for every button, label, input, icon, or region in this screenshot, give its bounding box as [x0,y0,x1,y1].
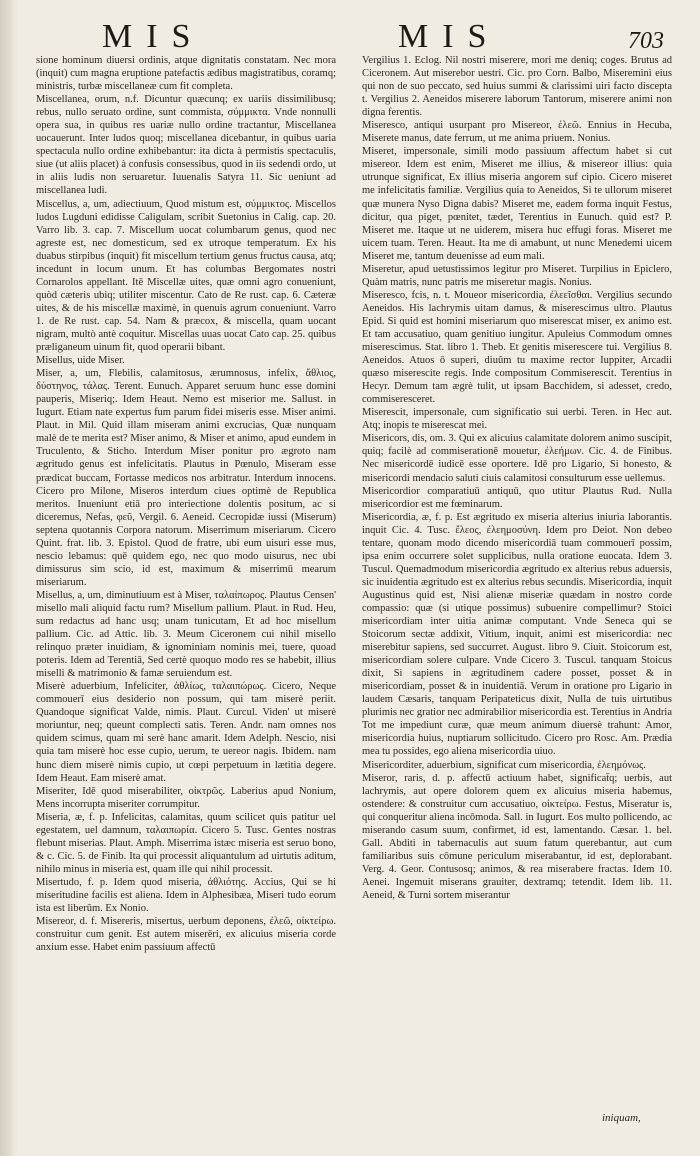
dictionary-entry: sione hominum diuersi ordinis, atque dignitatis constatam. Nec mora (inquit) cum magna eruptione patefactis ædibus magistratibus, coramq; ministris, turbæ miscellaneæ cum fit completa. [36,55,336,93]
dictionary-entry: Miscellus, a, um, adiectiuum, Quod mistum est, σύμμικτος. Miscellos ludos Lugduni edidisse Caligulam, scribit Suetonius in Calig. cap. 20. Varro lib. 3. cap. 7. Miscellum uocat columbarum genus, quod nec agreste est, nec domesticum, sed ex utroque temperatum. Ex his duabus stirpibus (inquit) fit miscellum tertium genus fructus causa, atq; incedunt in locum unum. Et has columbas Bergomates nostri Cornarolos appellant. Itē Miscellæ uites, quæ omni agro conueniunt, quòd cæteris ubiq; utiliter miscentur. Cato de Re rust. cap. 6. Cæteræ uites, & de his miscellæ maximè, in quenuis agrum conueniunt. Varro 1. de Re rust. cap. 54. Nam & præcox, & miscella, quam uocant nigram, multò antè coquitur. Miscellas uuas uocat Cato cap. 25. quibus præliganeum uinum fit, quod operarii bibant. [36,198,336,354]
dictionary-entry: Miser, a, um, Flebilis, calamitosus, ærumnosus, infelix, ἄθλιος, δύστηνος, τάλας. Terent. Eunuch. Apparet seruum hunc esse domini pauperis, Miseriq;. Idem Heaut. Nemo est miserior me. Sallust. in Iugurt. Etiam nate expertus fum parum fidei miseris esse. Miser animi. Plaut. in Mil. Quid illam miseram animi excrucias, Quæ nunquam malè de te merita est? Miser animo, & Miser et animo, apud eundem in Truculento, & Sticho. Interdum Miser ponitur pro ægroto nam ægritudo genus est infelicitatis. Plautus in Pœnulo, Miseram esse prædicat buccam, Fortasse medicos nos arbitratur. Interdum innocens. Cicero pro Milone, Miseros interdum ciues optimè de Republica meritos. Inueniunt etiā pro interiectione dolentis positum, ac si diceremus, Nefas, φεῦ, Vergil. 6. Aeneid. Cecropidæ iussi (Miserum) septena quotannis Corpora natorum. Miserrimum miseriarum. Cicero Quint. frat. lib. 3. Epistol. Quod de fratre, ubi eum uisuri esse mus, nescio lebamus: quē quidem ego, nec quo modo uisurus, nec ubi dimissurus sim scio, id est, maximum & miserrimū mearum miseriarum. [36,368,336,588]
dictionary-entry: Miseretur, apud uetustissimos legitur pro Miseret. Turpilius in Epiclero, Quàm matris, nunc patris me miseretur magis. Nonius. [362,263,672,288]
dictionary-entry: Misellus, uide Miser. [36,355,125,367]
right-column [362,54,672,1124]
dictionary-entry: Misericors, dis, om. 3. Qui ex alicuius calamitate dolorem animo suscipit, quiq; facilè ad commiserationē mouetur, ἐλεήμων. Cic. 4. de Finibus. Nec misericordē iudicē esse oportere. Idē pro Ligario, Si honesto, & misericordi mendacio saluti ciuis calamitosi consulturum esse uellemus. [362,433,672,484]
dictionary-entry: Miserescit, impersonale, cum significatio sui uerbi. Teren. in Hec aut. Atq; inopis te miserescat mei. [362,407,672,432]
dictionary-entry: Miseresco, fcis, n. t. Moueor misericordia, ἐλεεῖσθαι. Vergilius secundo Aeneidos. His lachrymis uitam damus, & miserescimus ultro. Plautus Epid. Si quid est homini miseriarum quo miserescat miser, ex animo est. Et tam accusatiuo, quam genitiuo iungitur. Apuleius Commodum omnes miserescimus. Stat. libro 1. Theb. Et genitis miserescere tui. Vergilius 8. Aeneidos. Atuos ō superi, diuûm tu maxime rector Iuppiter, Arcadii quæso miserescite regis. Inde compositum Commiserescit. Terentius in Hecyr. Demum tam ægrè tulit, ut ipsam Bacchidem, si adesset, credo, commiseresceret. [362,289,672,406]
dictionary-entry: Vergilius 1. Eclog. Nil nostri miserere, mori me deniq; coges. Brutus ad Ciceronem. Aut miserebor uestri. Cic. pro Corn. Balbo, Misereminì eius qui non de suo peccato, sed huius summi & clarissimi uiri facto discepta t. Vergilius 2. Aeneidos miserere laborum Tantorum, miserere animi non digna ferentis. [362,55,672,119]
left-column [36,54,336,1124]
running-head-right: MIS [398,18,501,55]
dictionary-entry: Miseresco, antiqui usurpant pro Misereor, ἐλεῶ. Ennius in Hecuba, Miserete manus, date ferrum, ut me anima priuem. Nonius. [362,120,672,145]
dictionary-entry: Miseria, æ, f. p. Infelicitas, calamitas, quum scilicet quis patitur uel egestatem, uel damnum, ταλαιπωρία. Cicero 5. Tusc. Gentes nostras flebunt miserias. Plaut. Amph. Miserrima istæc miseria est seruo bono, & c. Cic. 5. de Finib. Ita qui processit aliquantulum ad uirtutis aditum, nihilo minus in miseria est, quam ille qui nihil processit. [36,811,336,875]
page-number: 703 [628,28,664,54]
dictionary-entry: Misericordia, æ, f. p. Est ægritudo ex miseria alterius iniuria laborantis. inquit Cic. 4. Tusc. ἔλεος, ἐλεημοσύνη. Idem pro Deiot. Non debeo tentare, quonam modo dicendo misericordiā tuam commouerī possim, ipsa enim occurrere solet supplicibus, nulla oratione euocata. Idem 3. Tuscul. Quemadmodum misericordia ægritudo ex alterius rebus aduersis, sic inuidentia ægritudo est ex alterius rebus secundis. Misericordia, inquit Augustinus quid est, Nisi alienæ miseriæ quædam in nostro corde compassio: quæ (si utique possimus) subuenire compellimur? Stoici misericordiam inter uitia animæ computant. Vnde Seneca qui se Stoicorum sectæ addixit, Vitium, inquit, animi est misericordia: nec miserebitur sapiens, sed succurret. August. libro 9. Ciuit. Stoicorum est, misericordiam solere culpare. Vnde Cicero 3. Tuscul. tanquam Stoicus dixit, Si sapiens in ægritudinem cadere posset, posset & in misericordiam, posset & in inuidentiā. Verum in oratione pro Ligario in laudem Cæsaris, tanquam Peripateticus dixit, Nulla de tuis uirtutibus plurimis nec gratior nec admirabilior misericordia est. Terentius in Andria Tot me impediunt curæ, quæ meum animum diuersè trahunt: Amor, misericordia huius, nuptiarum sollicitudo. Cicero pro Rosc. Am. Prædia mea tu possides, ego aliena misericordia uiuo. [362,511,672,758]
dictionary-entry: Misellus, a, um, diminutiuum est à Miser, ταλαίπωρος. Plautus Censen' misello mali aliquid factu rum? Misellum pallium. Plaut. in Rud. Heu, sum redactus ad hanc usq; unam tunicutam, Et ad hoc misellum pallium. Cic. ad Attic. lib. 3. Meum Ciceronem cui nihil misello relinquo præter inuidiam, & ignominiam nominis mei, tuere, quoad poteris. Idem ad Terentiā, Sed certè quoquo modo res se habebit, illius miselli & matrimonio & famæ seruiendum est. [36,589,336,680]
dictionary-entry: Miscellanea, orum, n.f. Dicuntur quæcunq; ex uariis dissimilibusq; rebus, nullo seruato ordine, sunt commista, σύμμικτα. Vnde nonnulli opera sua, in quibus res uariæ nullo ordine tractantur, Miscellanea uocauerunt. Inter ludos quoq; miscellanea dicebantur, in quibus uaria spectacula nullo ordine exhibebantur: ita dicta à permistis spectaculis, siue (ut aliis placet) à confusis consessibus, quod in iis sedendi ordo, ut in aliis ludis non seruaretur. Iuuenalis Satyra 11. Sic ueniunt ad miscellanea ludi. [36,94,336,197]
dictionary-entry: Misertudo, f. p. Idem quod miseria, ἀθλιότης. Accius, Qui se hi miseritudine facilis est aliena. Idem in Alphesibæa, Miseri tudo eorum ista est liberūm. Ex Nonio. [36,876,336,915]
running-head-left: MIS [102,18,205,55]
dictionary-entry: Misereor, d. f. Misereris, misertus, uerbum deponens, ἐλεῶ, οἰκτείρω. construitur cum genit. Est autem miserēri, ex alicuius miseria corde anxium esse. Habet enim passiuum affectū [36,916,336,954]
dictionary-entry: Miseriter, Idē quod miserabiliter, οἰκτρῶς. Laberius apud Nonium, Mens incorrupta miseriter corrumpitur. [36,785,336,810]
gutter-shadow [0,0,18,1156]
dictionary-entry: Miseror, raris, d. p. affectū actiuum habet, significat̄q; uerbis, aut lachrymis, aut opere dolorem quem ex alicuius miseria habemus, ostendere: & construitur cum accusatiuo, οἰκτείρω. Festus, Miseratur is, qui conqueritur aliena incōmoda. Sall. in Iugurt. Eos multo pollicendo, ac miserando casum suum, confirmet, id est, lamentando. Cæsar. 1. bel. Gall. Abditi in tabernaculis aut suum fatum querebantur, aut cum familiaribus suis cōmune periculum miserabantur, id est, deplorabant. Verg. 4. Geor. Contusosq; animos, & rea miserabere fractas. Idem 10. Aenei. Ingemuit miserans grauiter, dextramq; tetendit. Idem lib. 11. Aeneid, & Turni sortem miserantur [362,772,672,901]
catchword: iniquam, [602,1112,641,1124]
dictionary-entry: Miseret, impersonale, simili modo passiuum affectum habet si cut misereor. Idem est enim, Miseret me illius, & misereor illius: quia utrunque significat, Ex illius miseria angorem suf cipio. Cicero miseret me infelicitatis familiæ. Vergilius quia to Aeneidos, Si te ullorum miseret quæ munera Nyso Digna dabis? Miseret me, eadem forma inquit Festus, dicitur, qua piget, pœnitet, tædet, Terentius in Eunuch. quid est? P. Miseret me. Itaque ut ne uiderem, misera huc effugi foras. Miseret me uicem tuam. Teren. Heaut. Ita me di amabunt, ut nunc Menedemi uicem Miseret me, tantum deuenisse ad eum mali. [362,146,672,262]
dictionary-entry: Miserè aduerbium, Infeliciter, ἀθλίως, ταλαιπώρως. Cicero, Neque commouerī eius desiderio non possum, qui tam miserè periit. Quandoque significat Valde, nimis. Plaut. Curcul. Viden' ut miserè moriuntur, neq; queunt complecti satis. Teren. Andr. nam omnes nos quidem scimus, quam mi serè hanc amarit. Idem Adelph. Nescio, nisi quia tam miserè hoc esse cupio, uerum, te uereor nagis. Ibidem. nam hunc diem miserè nimis cupio, ut cœpi perpetuum in lætitia degere. Idem Heaut. Eam miserè amat. [36,681,336,784]
dictionary-entry: Misericordior comparatiuū antiquū, quo utitur Plautus Rud. Nulla misericordior est me fœminarum. [362,485,672,510]
dictionary-entry: Misericorditer, aduerbium, significat cum misericordia, ἐλεημόνως. [362,759,646,771]
